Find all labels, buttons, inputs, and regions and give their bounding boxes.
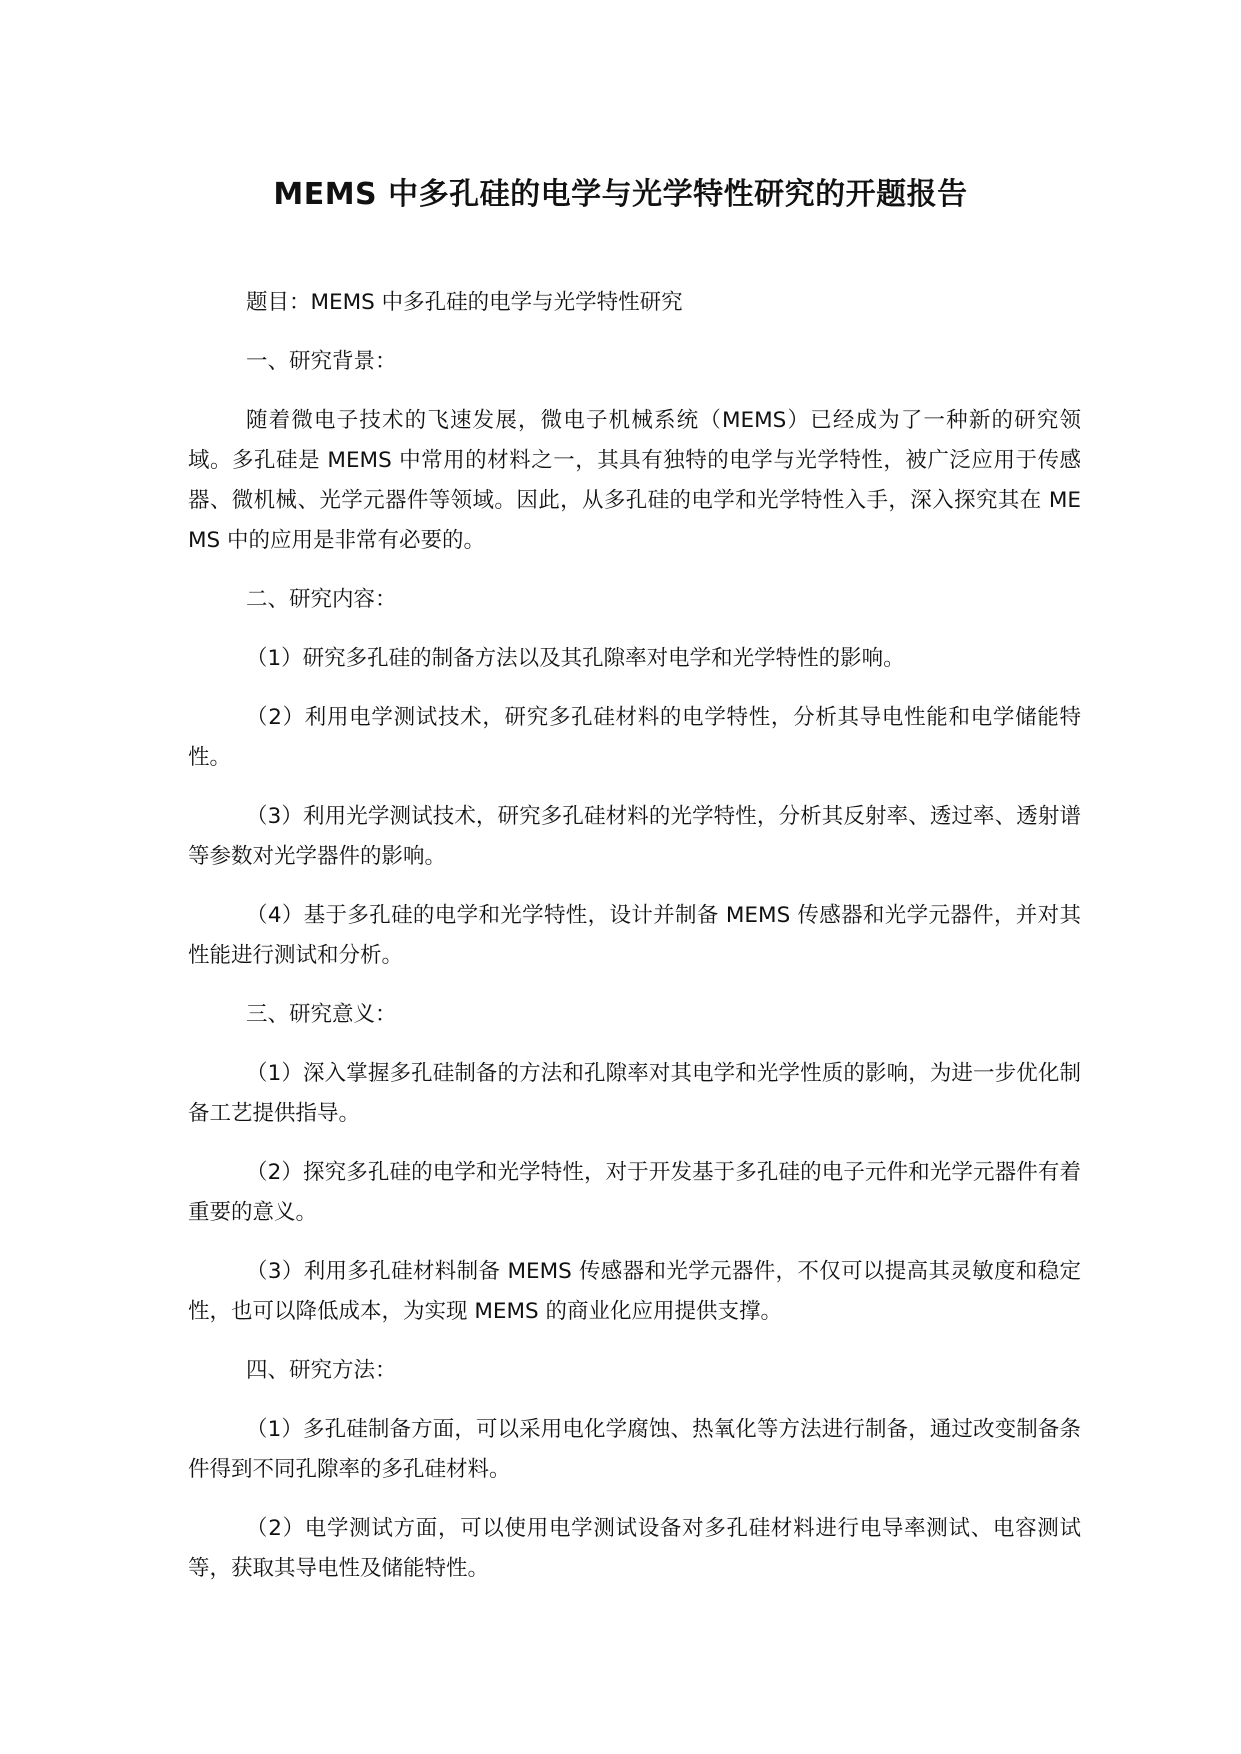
content-item-2: （2）利用电学测试技术，研究多孔硅材料的电学特性，分析其导电性能和电学储能特性。 xyxy=(188,705,1081,770)
content-item-4: （4）基于多孔硅的电学和光学特性，设计并制备 MEMS 传感器和光学元器件，并对其性能进行测试和分析。 xyxy=(188,903,1081,968)
methods-item-2: （2）电学测试方面，可以使用电学测试设备对多孔硅材料进行电导率测试、电容测试等，获取其导电性及储能特性。 xyxy=(188,1516,1081,1581)
section-heading-methods: 四、研究方法： xyxy=(246,1358,397,1383)
significance-item-3: （3）利用多孔硅材料制备 MEMS 传感器和光学元器件，不仅可以提高其灵敏度和稳定性，也可以降低成本，为实现 MEMS 的商业化应用提供支撑。 xyxy=(188,1259,1081,1324)
section-heading-content: 二、研究内容： xyxy=(246,587,397,612)
document-body xyxy=(188,283,1081,1608)
document-title: MEMS 中多孔硅的电学与光学特性研究的开题报告 xyxy=(273,177,968,212)
content-item-1: （1）研究多孔硅的制备方法以及其孔隙率对电学和光学特性的影响。 xyxy=(246,646,905,671)
content-item-3: （3）利用光学测试技术，研究多孔硅材料的光学特性，分析其反射率、透过率、透射谱等参数对光学器件的影响。 xyxy=(188,804,1081,869)
methods-item-1: （1）多孔硅制备方面，可以采用电化学腐蚀、热氧化等方法进行制备，通过改变制备条件得到不同孔隙率的多孔硅材料。 xyxy=(188,1417,1081,1482)
section-heading-background: 一、研究背景： xyxy=(246,349,397,374)
topic-line: 题目：MEMS 中多孔硅的电学与光学特性研究 xyxy=(246,290,683,315)
section-heading-significance: 三、研究意义： xyxy=(246,1002,397,1027)
significance-item-2: （2）探究多孔硅的电学和光学特性，对于开发基于多孔硅的电子元件和光学元器件有着重要的意义。 xyxy=(188,1160,1081,1225)
significance-item-1: （1）深入掌握多孔硅制备的方法和孔隙率对其电学和光学性质的影响，为进一步优化制备工艺提供指导。 xyxy=(188,1061,1081,1126)
background-paragraph: 随着微电子技术的飞速发展，微电子机械系统（MEMS）已经成为了一种新的研究领域。多孔硅是 MEMS 中常用的材料之一，其具有独特的电学与光学特性，被广泛应用于传感器、微机械、光学元器件等领域。因此，从多孔硅的电学和光学特性入手，深入探究其在 MEMS 中的应用是非常有必要的。 xyxy=(188,408,1081,553)
